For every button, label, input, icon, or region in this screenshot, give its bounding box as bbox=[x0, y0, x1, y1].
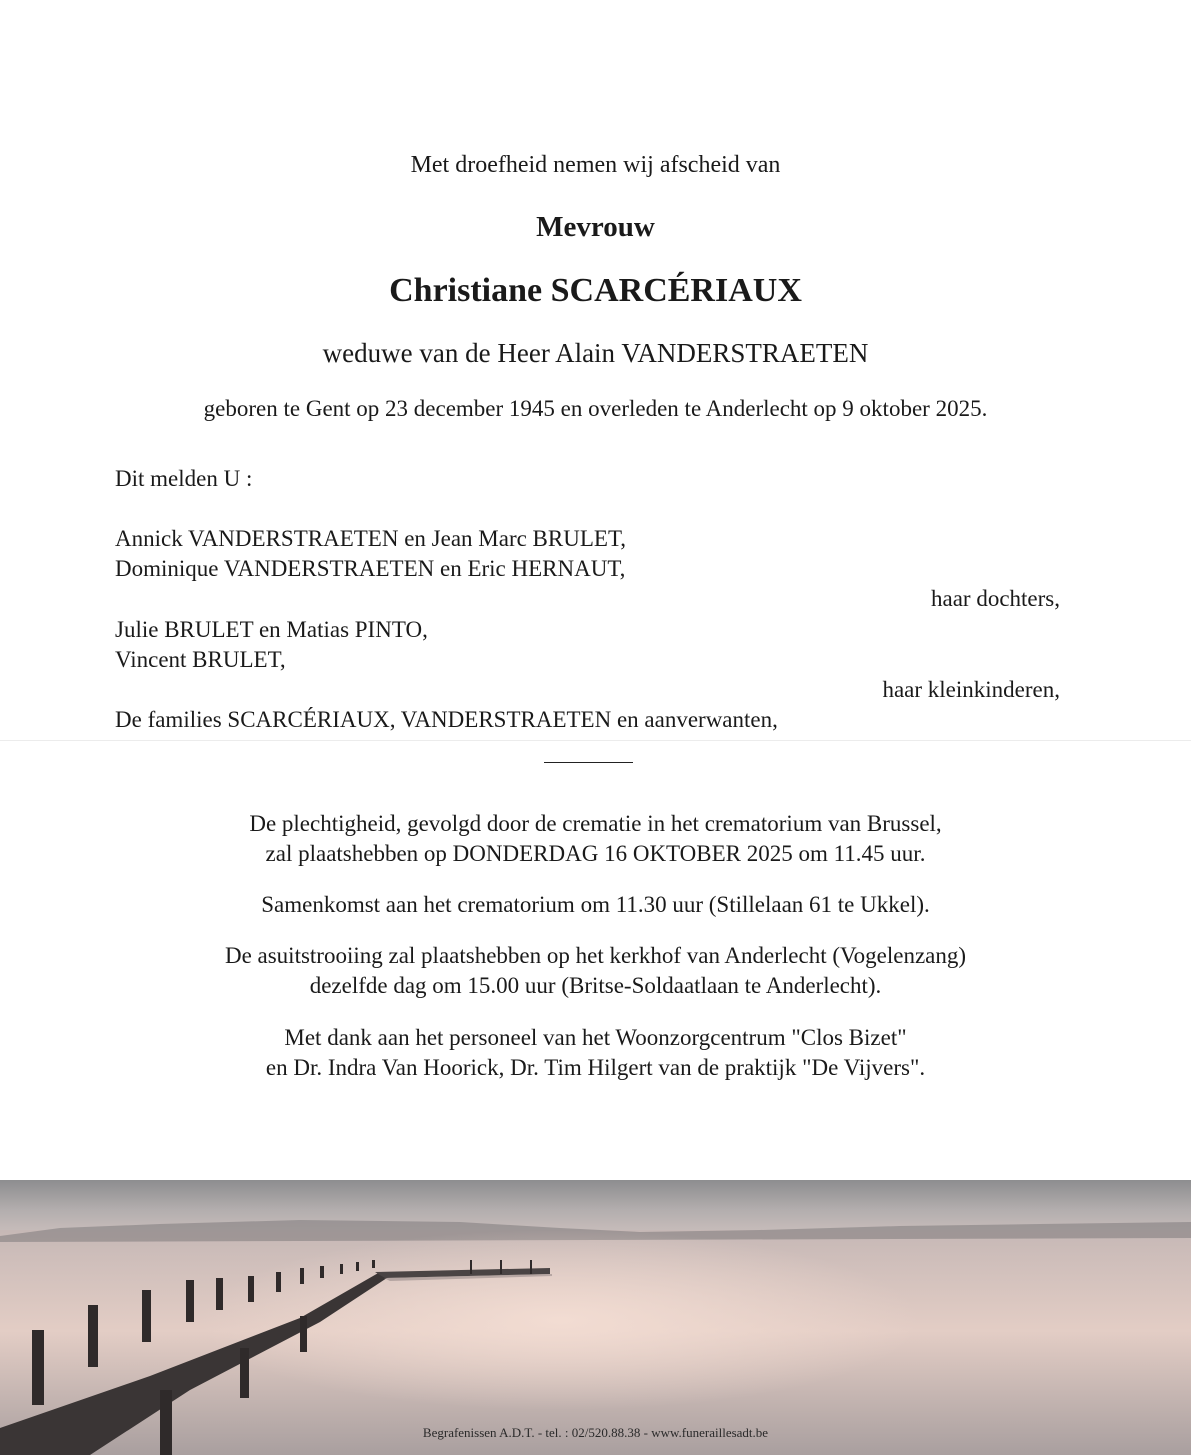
families-line: De families SCARCÉRIAUX, VANDERSTRAETEN en aanverwanten, bbox=[115, 707, 778, 732]
funeral-home-footer: Begrafenissen A.D.T. - tel. : 02/520.88.38 - www.funeraillesadt.be bbox=[422, 1425, 769, 1440]
widow-of-text: weduwe van de Heer Alain VANDERSTRAETEN bbox=[322, 338, 869, 368]
gathering-line: Samenkomst aan het crematorium om 11.30 uur (Stillelaan 61 te Ukkel). bbox=[261, 892, 930, 917]
daughters-role: haar dochters, bbox=[931, 586, 1060, 611]
lake-pier-photo bbox=[0, 1180, 1191, 1455]
deceased-name: Christiane SCARCÉRIAUX bbox=[389, 272, 802, 309]
grandchild-line: Vincent BRULET, bbox=[115, 647, 286, 672]
daughter-line: Dominique VANDERSTRAETEN en Eric HERNAUT, bbox=[115, 556, 626, 581]
fold-line bbox=[0, 740, 1191, 741]
intro-text: Met droefheid nemen wij afscheid van bbox=[410, 152, 781, 178]
honorific-title: Mevrouw bbox=[536, 211, 655, 243]
daughter-line: Annick VANDERSTRAETEN en Jean Marc BRULET, bbox=[115, 526, 627, 551]
thanks-doctors-line: en Dr. Indra Van Hoorick, Dr. Tim Hilgert van de praktijk "De Vijvers". bbox=[265, 1055, 926, 1080]
scattering-line: De asuitstrooiing zal plaatshebben op het kerkhof van Anderlecht (Vogelenzang) bbox=[224, 943, 967, 968]
grandchildren-role: haar kleinkinderen, bbox=[882, 677, 1060, 702]
birth-death-text: geboren te Gent op 23 december 1945 en overleden te Anderlecht op 9 oktober 2025. bbox=[203, 396, 988, 421]
grandchild-line: Julie BRULET en Matias PINTO, bbox=[115, 617, 428, 642]
ceremony-date-line: zal plaatshebben op DONDERDAG 16 OKTOBER 2025 om 11.45 uur. bbox=[265, 841, 926, 866]
section-divider bbox=[544, 762, 633, 763]
announce-label: Dit melden U : bbox=[115, 466, 253, 491]
scattering-date-line: dezelfde dag om 15.00 uur (Britse-Soldaatlaan te Anderlecht). bbox=[309, 973, 882, 998]
ceremony-line: De plechtigheid, gevolgd door de crematie in het crematorium van Brussel, bbox=[249, 811, 942, 836]
thanks-line: Met dank aan het personeel van het Woonzorgcentrum "Clos Bizet" bbox=[284, 1025, 907, 1050]
